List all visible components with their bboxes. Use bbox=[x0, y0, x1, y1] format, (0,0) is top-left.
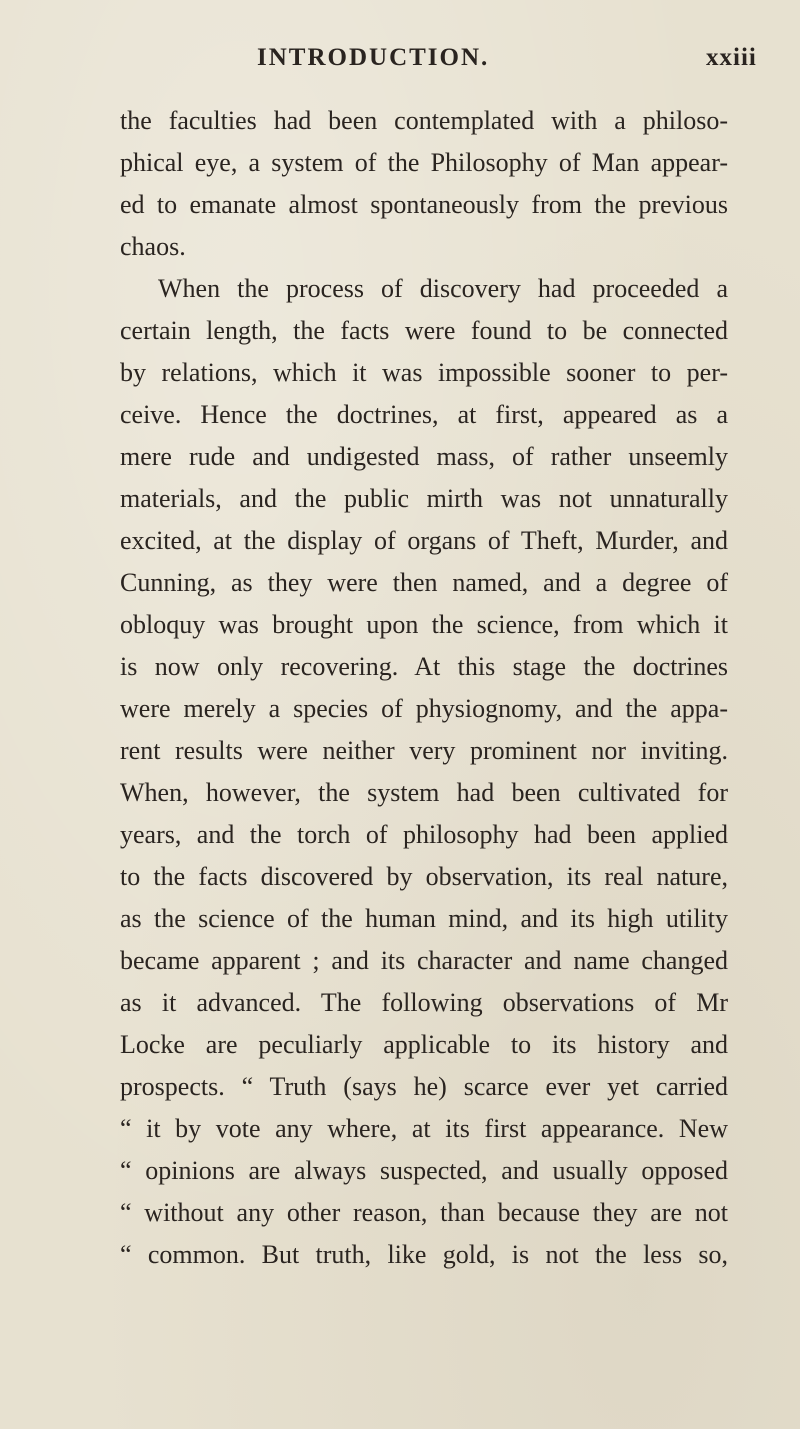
text-line: became apparent ; and its character and name changed bbox=[120, 946, 728, 975]
text-line: “ common. But truth, like gold, is not the less so, bbox=[120, 1240, 728, 1269]
text-line: years, and the torch of philosophy had been applied bbox=[120, 820, 728, 849]
text-line: the faculties had been contemplated with a philoso- bbox=[120, 106, 728, 135]
text-line: to the facts discovered by observation, its real nature, bbox=[120, 862, 728, 891]
text-line: chaos. bbox=[120, 232, 186, 261]
text-line: materials, and the public mirth was not unnaturally bbox=[120, 484, 728, 513]
text-line: rent results were neither very prominent nor inviting. bbox=[120, 736, 728, 765]
text-line: excited, at the display of organs of Theft, Murder, and bbox=[120, 526, 728, 555]
text-line: Locke are peculiarly applicable to its history and bbox=[120, 1030, 728, 1059]
page-number: xxiii bbox=[706, 44, 757, 71]
text-line: were merely a species of physiognomy, and the appa- bbox=[120, 694, 728, 723]
text-line: “ it by vote any where, at its first appearance. New bbox=[120, 1114, 728, 1143]
text-line: When, however, the system had been cultivated for bbox=[120, 778, 728, 807]
text-line: by relations, which it was impossible sooner to per- bbox=[120, 358, 728, 387]
text-line: certain length, the facts were found to be connected bbox=[120, 316, 728, 345]
text-line: ceive. Hence the doctrines, at first, appeared as a bbox=[120, 400, 728, 429]
text-line: “ opinions are always suspected, and usually opposed bbox=[120, 1156, 728, 1185]
text-line: obloquy was brought upon the science, from which it bbox=[120, 610, 728, 639]
text-line: ed to emanate almost spontaneously from the previous bbox=[120, 190, 728, 219]
running-head bbox=[0, 44, 800, 84]
text-line: prospects. “ Truth (says he) scarce ever yet carried bbox=[120, 1072, 728, 1101]
text-line: phical eye, a system of the Philosophy of Man appear- bbox=[120, 148, 728, 177]
text-line: “ without any other reason, than because they are not bbox=[120, 1198, 728, 1227]
text-line: Cunning, as they were then named, and a degree of bbox=[120, 568, 728, 597]
text-line: is now only recovering. At this stage the doctrines bbox=[120, 652, 728, 681]
text-line: When the process of discovery had proceeded a bbox=[158, 274, 728, 303]
text-line: mere rude and undigested mass, of rather unseemly bbox=[120, 442, 728, 471]
text-line: as it advanced. The following observations of Mr bbox=[120, 988, 728, 1017]
running-title: INTRODUCTION. bbox=[257, 44, 490, 71]
text-line: as the science of the human mind, and its high utility bbox=[120, 904, 728, 933]
